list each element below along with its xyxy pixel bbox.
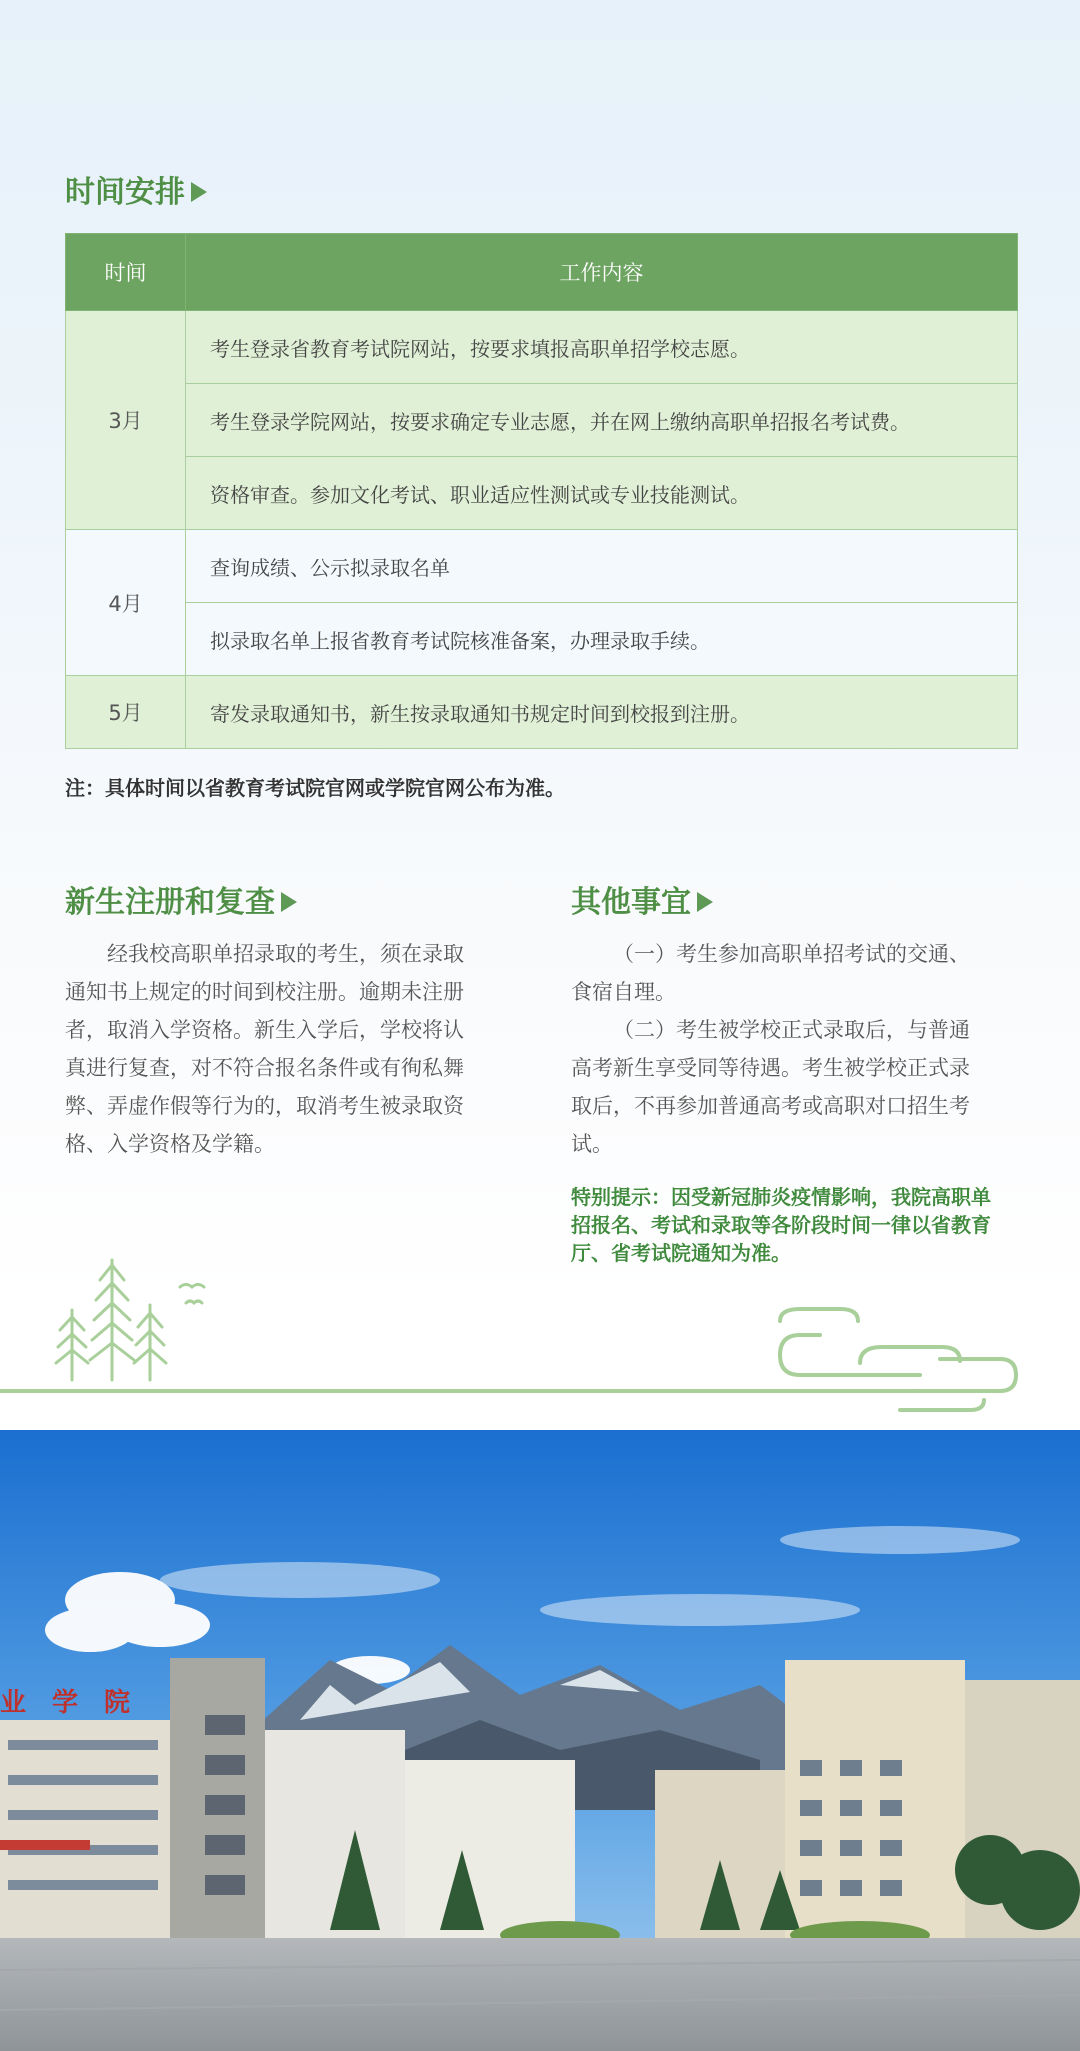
content-cell: 寄发录取通知书，新生按录取通知书规定时间到校报到注册。: [186, 676, 1018, 749]
content-cell: 拟录取名单上报省教育考试院核准备案，办理录取手续。: [186, 603, 1018, 676]
content-cell: 考生登录学院网站，按要求确定专业志愿，并在网上缴纳高职单招报名考试费。: [186, 384, 1018, 457]
table-row: [66, 530, 1018, 603]
cloud-wave-icon: [0, 1300, 1080, 1420]
table-row: [66, 311, 1018, 384]
title-arrow-icon: [697, 892, 713, 912]
registration-text-block: [65, 935, 465, 1163]
special-notice: 特别提示：因受新冠肺炎疫情影响，我院高职单招报名、考试和录取等各阶段时间一律以省教育厅、省考试院通知为准。: [571, 1185, 991, 1265]
content-cell: 查询成绩、公示拟录取名单: [186, 530, 1018, 603]
content-cell: 资格审查。参加文化考试、职业适应性测试或专业技能测试。: [186, 457, 1018, 530]
content-cell: 考生登录省教育考试院网站，按要求填报高职单招学校志愿。: [186, 311, 1018, 384]
registration-paragraph: 经我校高职单招录取的考生，须在录取通知书上规定的时间到校注册。逾期未注册者，取消入学资格。新生入学后，学校将认真进行复查，对不符合报名条件或有徇私舞弊、弄虚作假等行为的，取消考生被录取资格、入学资格及学籍。: [65, 942, 464, 1156]
title-arrow-icon: [191, 182, 207, 202]
other-item-2: （二）考生被学校正式录取后，与普通高考新生享受同等待遇。考生被学校正式录取后，不再参加普通高考或高职对口招生考试。: [571, 1018, 970, 1156]
campus-photo: [0, 1430, 1080, 2051]
other-title: [571, 883, 713, 923]
header-content: 工作内容: [186, 234, 1018, 311]
other-item-1: （一）考生参加高职单招考试的交通、食宿自理。: [571, 942, 970, 1004]
header-time: 时间: [66, 234, 186, 311]
title-arrow-icon: [281, 892, 297, 912]
schedule-note: 注：具体时间以省教育考试院官网或学院官网公布为准。: [65, 776, 565, 800]
table-row: [66, 603, 1018, 676]
other-text-block: [571, 935, 971, 1163]
month-cell-april: 4月: [66, 530, 186, 676]
campus-sign-text: 业学院: [0, 1688, 157, 1718]
registration-title-text: 新生注册和复查: [65, 885, 275, 920]
month-cell-may: 5月: [66, 676, 186, 749]
schedule-title: [65, 173, 207, 213]
schedule-title-text: 时间安排: [65, 175, 185, 210]
registration-title: [65, 883, 297, 923]
table-row: [66, 384, 1018, 457]
campus-scene: [0, 1430, 1080, 2051]
schedule-table: [65, 233, 1018, 749]
other-title-text: 其他事宜: [571, 885, 691, 920]
table-row: [66, 457, 1018, 530]
table-row: [66, 676, 1018, 749]
table-header-row: [66, 234, 1018, 311]
month-cell-march: 3月: [66, 311, 186, 530]
